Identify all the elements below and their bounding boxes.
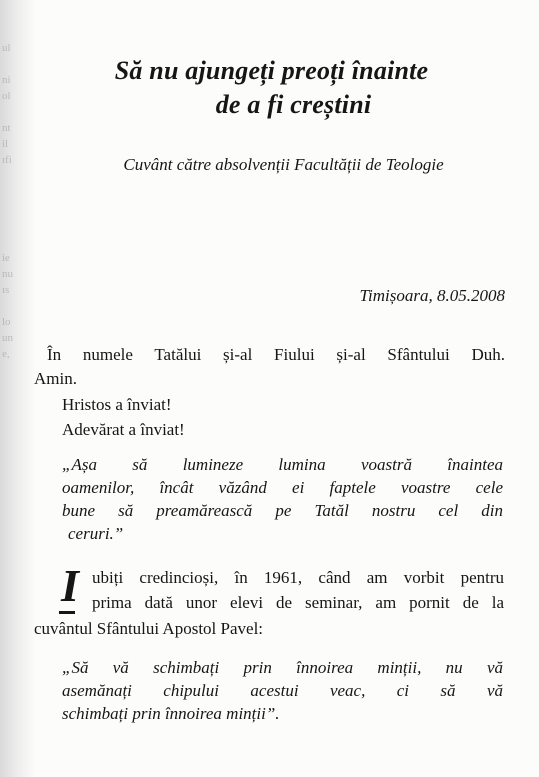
paragraph-line-3: cuvântul Sfântului Apostol Pavel: [34,619,264,638]
show-through-text: ie nu ıs lo un e, [2,252,13,360]
document-subtitle: Cuvânt către absolvenții Facultății de Teologie [123,155,444,174]
invocation-line-2: Amin. [34,369,77,388]
drop-cap: I [61,560,79,611]
quote-line: asemănați chipului acestui veac, ci să vă [62,681,503,700]
quote-line: oamenilor, încât văzând ei faptele voastre cele [62,478,503,497]
document-title [0,54,539,122]
title-line-2: de a fi creștini [215,90,372,119]
quote-line: „Așa să lumineze lumina voastră înaintea [62,455,503,474]
title-line-1: Să nu ajungeți preoți înainte [114,56,429,85]
place-and-date: Timișoara, 8.05.2008 [359,286,505,305]
paragraph-line-1: ubiți credincioși, în 1961, când am vorbit pentru [92,568,504,587]
drop-cap-underline [59,611,75,614]
quote-line: „Să vă schimbați prin înnoirea minții, nu vă [62,658,503,677]
greeting-line-1: Hristos a înviat! [62,395,172,414]
scripture-quote-2 [62,656,503,725]
quote-line: schimbați prin înnoirea minții”. [62,704,280,723]
show-through-text: ul ni ol nt il ıfi [2,42,12,166]
paragraph-line-2: prima dată unor elevi de seminar, am pornit de la [92,593,504,612]
quote-line: ceruri.” [68,524,124,543]
greeting-line-2: Adevărat a înviat! [62,420,185,439]
quote-line: bune să preamărească pe Tatăl nostru cel din [62,501,503,520]
scripture-quote-1 [62,453,503,545]
invocation-line-1: În numele Tatălui și-al Fiului și-al Sfântului Duh. [47,345,505,364]
